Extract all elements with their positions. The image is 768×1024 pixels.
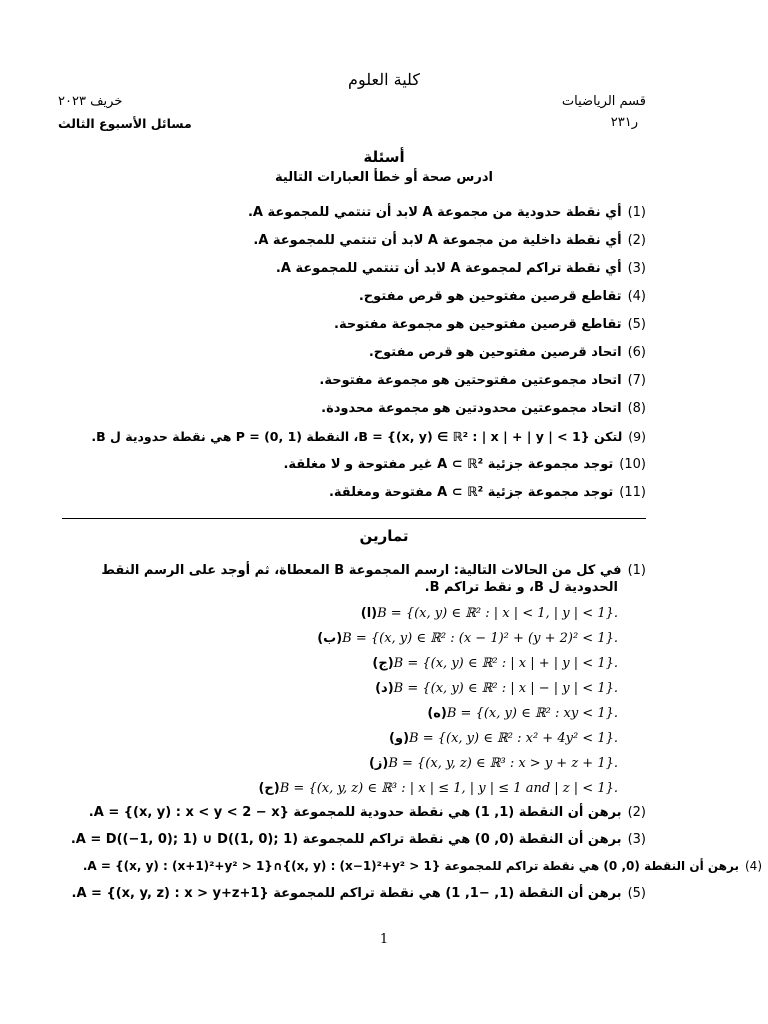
question-text: تقاطع قرصين مفتوحين هو مجموعة مفتوحة. (334, 317, 622, 332)
exercise-number: (4) (744, 859, 762, 873)
subitem (252, 781, 618, 796)
question-text: توجد مجموعة جزئية A ⊂ ℝ² غير مفتوحة و لا مغلقة. (283, 457, 614, 472)
question-number: (8) (627, 401, 646, 416)
question-item (276, 261, 646, 276)
exercises-title: تمارين (359, 527, 409, 545)
question-number: (6) (627, 345, 646, 360)
subitem (363, 756, 618, 771)
exercise-item (83, 859, 762, 873)
questions-subtitle: ادرس صحة أو خطأ العبارات التالية (275, 170, 493, 185)
question-number: (10) (619, 457, 646, 472)
question-item (248, 205, 646, 220)
subitem-label: (ه) (427, 706, 447, 721)
question-item (359, 289, 646, 304)
subitem-label: (و) (389, 731, 410, 746)
question-text: توجد مجموعة جزئية A ⊂ ℝ² مفتوحة ومغلقة. (328, 485, 614, 500)
question-number: (7) (627, 373, 646, 388)
question-number: (5) (627, 317, 646, 332)
question-number: (4) (627, 289, 646, 304)
subitem-math: B = {(x, y, z) ∈ ℝ³ : x > y + z + 1}. (388, 756, 618, 771)
questions-title: أسئلة (363, 148, 405, 166)
question-item (321, 401, 646, 416)
question-text: اتحاد مجموعتين مفتوحتين هو مجموعة مفتوحة. (319, 373, 622, 388)
subitem (311, 631, 618, 646)
exercise-item (71, 832, 646, 847)
exercise-item (101, 563, 646, 578)
subitem-math: B = {(x, y) ∈ ℝ² : | x | < 1, | y | < 1}. (377, 606, 618, 621)
question-item (283, 457, 646, 472)
subitem (366, 656, 618, 671)
exercise-text: برهن أن النقطة (0, 0) هي نقطة تراكم للمجموعة A = D((−1, 0); 1) ∪ D((1, 0); 1). (70, 832, 622, 847)
question-number: (1) (627, 205, 646, 220)
course-code: ر٢٣١ (610, 115, 638, 130)
week-title: مسائل الأسبوع الثالث (58, 116, 192, 131)
exercise-number: (5) (627, 886, 646, 901)
question-text: أي نقطة حدودية من مجموعة A لابد أن تنتمي للمجموعة A. (247, 205, 622, 220)
question-text: لتكن B = {(x, y) ∈ ℝ² : | x | + | y | < 1}، النقطة P = (0, 1) هي نقطة حدودية ل B. (91, 429, 623, 444)
subitem (369, 681, 618, 696)
subitem-math: B = {(x, y) ∈ ℝ² : xy < 1}. (446, 706, 618, 721)
question-number: (9) (628, 429, 646, 444)
exercise-text: في كل من الحالات التالية: ارسم المجموعة B المعطاة، ثم أوجد على الرسم النقط (101, 563, 622, 578)
exercise-item (89, 805, 646, 820)
exercise-text: برهن أن النقطة (1, −1, 1) هي نقطة تراكم للمجموعة A = {(x, y, z) : x > y+z+1}. (71, 886, 622, 901)
subitem (421, 706, 618, 721)
section-divider (62, 518, 646, 519)
question-text: تقاطع قرصين مفتوحين هو قرص مفتوح. (358, 289, 622, 304)
department-name: قسم الرياضيات (561, 94, 646, 109)
subitem-math: B = {(x, y) ∈ ℝ² : | x | + | y | < 1}. (393, 656, 618, 671)
semester: خريف ٢٠٢٣ (58, 94, 123, 109)
subitem-math: B = {(x, y, z) ∈ ℝ³ : | x | ≤ 1, | y | ≤ 1 and | z | < 1}. (279, 781, 618, 796)
exercise-text: برهن أن النقطة (1, 1) هي نقطة حدودية للمجموعة A = {(x, y) : x < y < 2 − x}. (88, 805, 622, 820)
question-item (253, 233, 646, 248)
question-number: (11) (619, 485, 646, 500)
subitem-math: B = {(x, y) ∈ ℝ² : (x − 1)² + (y + 2)² < 1}. (342, 631, 618, 646)
exercise-item (72, 886, 646, 901)
subitem (383, 731, 618, 746)
exercise-text-continued: الحدودية ل B، و نقط تراكم B. (424, 580, 618, 595)
subitem-label: (ج) (372, 656, 394, 671)
question-text: اتحاد مجموعتين محدودتين هو مجموعة محدودة. (321, 401, 622, 416)
question-item (369, 345, 646, 360)
question-number: (3) (627, 261, 646, 276)
exercise-number: (3) (627, 832, 646, 847)
question-item (319, 373, 646, 388)
subitem-label: (ا) (360, 606, 378, 621)
subitem-label: (د) (375, 681, 394, 696)
question-text: أي نقطة تراكم لمجموعة A لابد أن تنتمي للمجموعة A. (275, 261, 622, 276)
question-item (329, 485, 646, 500)
subitem-label: (ب) (317, 631, 343, 646)
question-text: اتحاد قرصين مفتوحين هو قرص مفتوح. (368, 345, 622, 360)
college-name: كلية العلوم (348, 70, 420, 89)
subitem-math: B = {(x, y) ∈ ℝ² : | x | − | y | < 1}. (393, 681, 618, 696)
subitem-math: B = {(x, y) ∈ ℝ² : x² + 4y² < 1}. (409, 731, 618, 746)
subitem-label: (ح) (258, 781, 280, 796)
subitem-label: (ز) (368, 756, 389, 771)
exercise-number: (2) (627, 805, 646, 820)
exercise-text: برهن أن النقطة (0, 0) هي نقطة تراكم للمجموعة A = {(x, y) : (x+1)²+y² > 1}∩{(x, y) : (x−1)²+y² > 1}. (82, 859, 739, 873)
subitem (355, 606, 618, 621)
question-text: أي نقطة داخلية من مجموعة A لابد أن تنتمي للمجموعة A. (253, 233, 622, 248)
exercise-number: (1) (627, 563, 646, 578)
question-item (334, 317, 646, 332)
question-number: (2) (627, 233, 646, 248)
page-number: 1 (379, 932, 389, 947)
question-item (91, 429, 646, 444)
